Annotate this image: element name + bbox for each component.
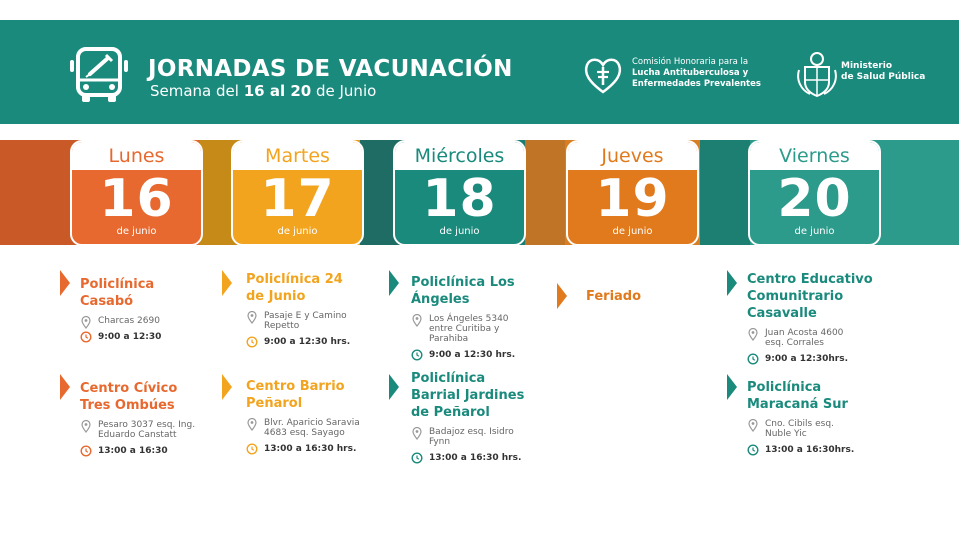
address-line: Pasaje E y Camino [264, 311, 347, 321]
venue-item [411, 274, 561, 361]
venue-item [411, 370, 561, 464]
address-line: esq. Corrales [765, 338, 824, 348]
address-line: Juan Acosta 4600 [765, 328, 844, 338]
arrow-marker-icon [60, 374, 70, 400]
bus-vaccine-icon [68, 46, 130, 104]
address-line: Repetto [264, 321, 300, 331]
venue-name-line: Ángeles [411, 292, 470, 307]
clock-icon [246, 443, 258, 455]
subtitle-range: 16 al 20 [243, 82, 312, 100]
venue-name [246, 378, 386, 412]
venue-name-line: Casabó [80, 294, 134, 309]
venue-address [246, 418, 386, 438]
time-text: 9:00 a 12:30 [98, 332, 162, 342]
venue-name-line: de Junio [246, 289, 306, 304]
venue-time [747, 445, 897, 456]
arrow-marker-icon [222, 270, 232, 296]
venue-time [411, 350, 561, 361]
logo1-line3: Enfermedades Prevalentes [632, 79, 761, 89]
venue-name-line: Casavalle [747, 306, 817, 321]
location-pin-icon [411, 427, 423, 440]
time-text: 9:00 a 12:30hrs. [765, 354, 848, 364]
venue-address [80, 420, 220, 440]
time-text: 13:00 a 16:30 [98, 446, 168, 456]
arrow-marker-icon [727, 270, 737, 296]
clock-icon [80, 445, 92, 457]
msp-logo-text [841, 61, 941, 83]
venue-name-line: Policlínica [747, 380, 822, 395]
venue-name [411, 370, 561, 421]
venue-name-line: Peñarol [246, 396, 303, 411]
address-line: Nuble Yic [765, 429, 807, 439]
stripe-segment [0, 140, 78, 245]
venue-name [246, 271, 386, 305]
venue-time [246, 444, 386, 455]
venue-name [80, 276, 220, 310]
venue-name-line: Policlínica [80, 277, 155, 292]
venue-name-line: de Peñarol [411, 405, 490, 420]
address-line: entre Curitiba y [429, 324, 500, 334]
chla-logo-text [632, 57, 772, 90]
day-name: Miércoles [395, 142, 524, 170]
day-month: de junio [612, 226, 653, 237]
venue-item [747, 379, 897, 456]
venue-item [246, 271, 386, 348]
logo2-line1: Ministerio [841, 61, 893, 71]
day-number: 19 [595, 169, 670, 229]
address-line: Cno. Cibils esq. [765, 419, 834, 429]
venue-name-line: Maracaná Sur [747, 397, 848, 412]
logo1-line2: Lucha Antituberculosa y [632, 68, 749, 78]
heart-cross-logo-icon [582, 54, 624, 96]
venue-address [747, 419, 897, 439]
logo2-line2: de Salud Pública [841, 72, 926, 82]
holiday-item [586, 288, 706, 305]
day-month: de junio [794, 226, 835, 237]
location-pin-icon [80, 420, 92, 433]
address-line: Pesaro 3037 esq. Ing. [98, 420, 196, 430]
venue-name-line: Policlínica Los [411, 275, 515, 290]
venue-name [411, 274, 561, 308]
venue-name-line: Policlínica 24 [246, 272, 343, 287]
address-line: Fynn [429, 437, 451, 447]
venue-name-line: Policlínica [411, 371, 486, 386]
day-month: de junio [439, 226, 480, 237]
day-number: 18 [422, 169, 497, 229]
day-card-wednesday [393, 140, 526, 246]
address-line: Charcas 2690 [98, 316, 160, 326]
clock-icon [747, 353, 759, 365]
header-banner [0, 20, 959, 124]
venue-address [246, 311, 386, 331]
venue-name [747, 271, 897, 322]
page-subtitle [150, 82, 376, 100]
address-line: Blvr. Aparicio Saravia [264, 418, 360, 428]
time-text: 9:00 a 12:30 hrs. [264, 337, 351, 347]
logo1-line1: Comisión Honoraria para la [632, 57, 749, 67]
venue-address [80, 316, 220, 326]
venue-address [411, 427, 561, 447]
time-text: 13:00 a 16:30hrs. [765, 445, 855, 455]
clock-icon [411, 452, 423, 464]
day-card-thursday [566, 140, 699, 246]
venue-time [411, 453, 561, 464]
arrow-marker-icon [60, 270, 70, 296]
arrow-marker-icon [389, 270, 399, 296]
day-number: 17 [260, 169, 335, 229]
location-pin-icon [246, 418, 258, 431]
subtitle-post: de Junio [315, 82, 377, 100]
venue-name-line: Centro Educativo [747, 272, 873, 287]
venue-item [246, 378, 386, 455]
venue-time [747, 354, 897, 365]
venue-name-line: Tres Ombúes [80, 398, 175, 413]
day-number: 16 [99, 169, 174, 229]
venue-item [747, 271, 897, 365]
stripe-segment [525, 140, 565, 245]
location-pin-icon [246, 311, 258, 324]
day-name: Viernes [750, 142, 879, 170]
clock-icon [80, 331, 92, 343]
venue-time [246, 337, 386, 348]
subtitle-pre: Semana del [150, 82, 239, 100]
address-line: Los Ángeles 5340 [429, 314, 509, 324]
time-text: 13:00 a 16:30 hrs. [264, 444, 357, 454]
venue-item [80, 276, 220, 343]
venue-time [80, 446, 220, 457]
venue-time [80, 332, 220, 343]
location-pin-icon [747, 419, 759, 432]
location-pin-icon [747, 328, 759, 341]
day-card-monday [70, 140, 203, 246]
day-name: Martes [233, 142, 362, 170]
clock-icon [747, 444, 759, 456]
venue-name [747, 379, 897, 413]
day-month: de junio [277, 226, 318, 237]
holiday-label: Feriado [586, 289, 642, 304]
clock-icon [411, 349, 423, 361]
address-line: Eduardo Canstatt [98, 430, 177, 440]
address-line: Badajoz esq. Isidro [429, 427, 514, 437]
venue-name-line: Centro Cívico [80, 381, 178, 396]
location-pin-icon [411, 314, 423, 327]
location-pin-icon [80, 316, 92, 329]
day-card-friday [748, 140, 881, 246]
coat-of-arms-icon [796, 50, 838, 98]
page-title: JORNADAS DE VACUNACIÓN [148, 56, 513, 82]
day-month: de junio [116, 226, 157, 237]
venue-name-line: Barrial Jardines [411, 388, 525, 403]
day-name: Jueves [568, 142, 697, 170]
venue-name-line: Centro Barrio [246, 379, 345, 394]
arrow-marker-icon [222, 374, 232, 400]
address-line: Parahiba [429, 334, 469, 344]
venue-item [80, 380, 220, 457]
venue-name-line: Comunitrario [747, 289, 844, 304]
venue-address [411, 314, 561, 344]
arrow-marker-icon [727, 374, 737, 400]
venue-address [747, 328, 897, 348]
stripe-segment [700, 140, 750, 245]
venue-name [80, 380, 220, 414]
day-number: 20 [777, 169, 852, 229]
address-line: 4683 esq. Sayago [264, 428, 345, 438]
arrow-marker-icon [389, 374, 399, 400]
day-name: Lunes [72, 142, 201, 170]
time-text: 13:00 a 16:30 hrs. [429, 453, 522, 463]
clock-icon [246, 336, 258, 348]
time-text: 9:00 a 12:30 hrs. [429, 350, 516, 360]
day-card-tuesday [231, 140, 364, 246]
